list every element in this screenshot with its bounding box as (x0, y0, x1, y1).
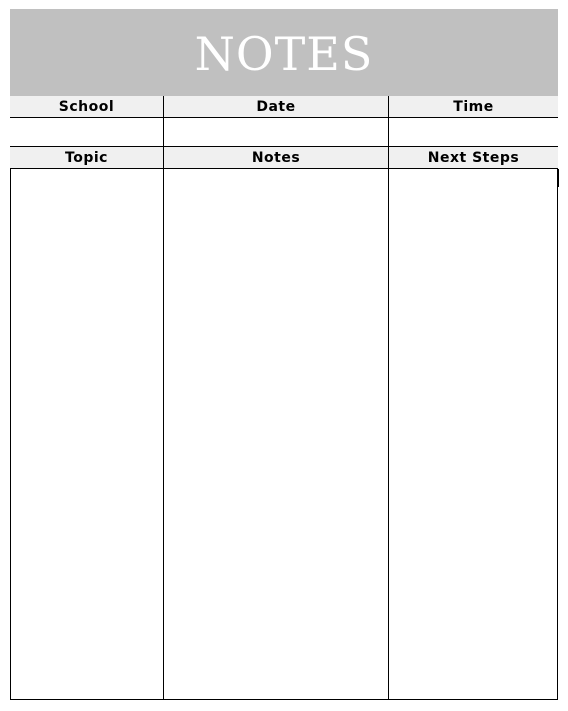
column-header-date: Date (163, 96, 388, 118)
info-table-header (10, 96, 558, 118)
column-header-topic: Topic (10, 147, 163, 169)
column-header-next-steps: Next Steps (388, 147, 558, 169)
column-header-school: School (10, 96, 163, 118)
notes-table-body (10, 169, 558, 700)
column-header-notes: Notes (163, 147, 388, 169)
info-table-row (10, 118, 558, 147)
topic-area[interactable] (10, 169, 163, 700)
border-tick (558, 169, 559, 187)
date-field[interactable] (163, 118, 388, 147)
notes-area[interactable] (163, 169, 388, 700)
column-header-time: Time (388, 96, 558, 118)
time-field[interactable] (388, 118, 558, 147)
page-title: NOTES (194, 26, 374, 81)
title-banner (10, 9, 558, 96)
next-steps-area[interactable] (388, 169, 558, 700)
notes-table-header (10, 147, 558, 169)
school-field[interactable] (10, 118, 163, 147)
